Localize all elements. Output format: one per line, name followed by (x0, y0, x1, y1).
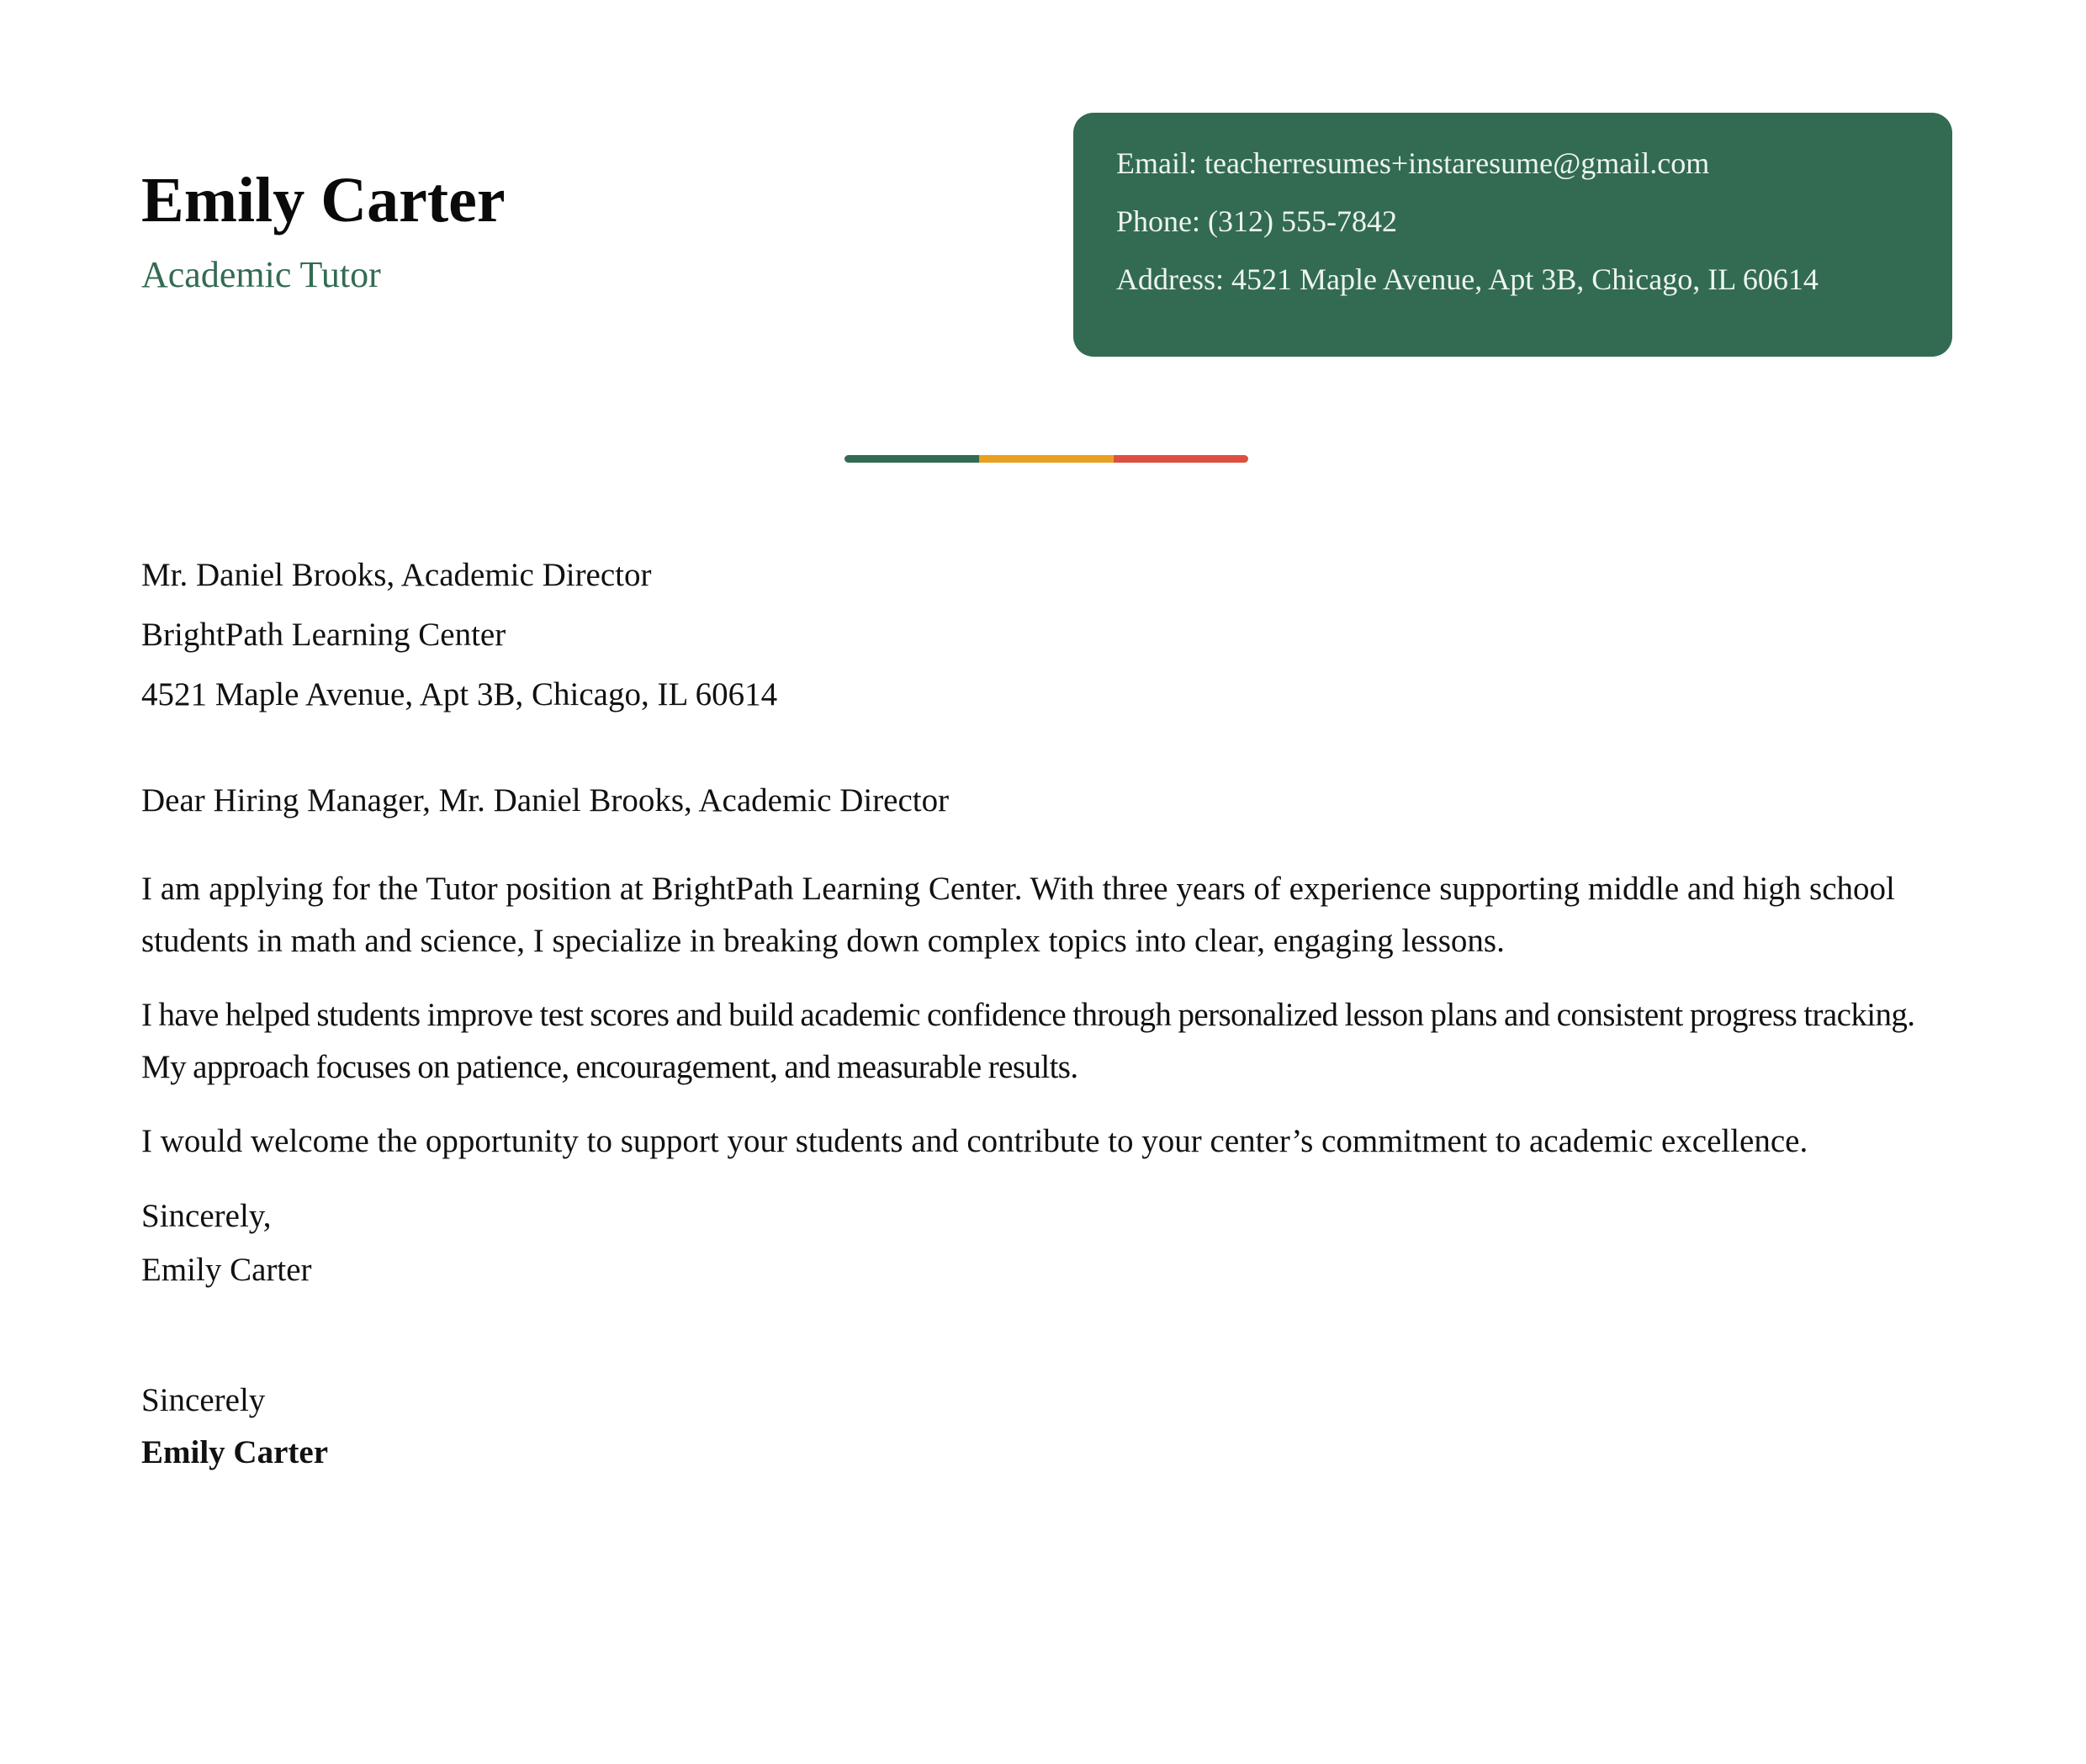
divider-segment-green (844, 455, 979, 463)
contact-phone: Phone: (312) 555-7842 (1116, 204, 1397, 238)
applicant-name: Emily Carter (141, 165, 506, 236)
recipient-block (141, 545, 777, 724)
tricolor-divider (844, 455, 1248, 463)
contact-address: Address: 4521 Maple Avenue, Apt 3B, Chicago, IL 60614 (1116, 262, 1819, 296)
recipient-name: Mr. Daniel Brooks, Academic Director (141, 557, 652, 593)
body-paragraph: I would welcome the opportunity to support your students and contribute to your center’s commitment to academic excellence. (141, 1123, 1808, 1159)
signature-block (141, 1375, 328, 1479)
contact-info-box (1073, 113, 1952, 357)
salutation: Dear Hiring Manager, Mr. Daniel Brooks, Academic Director (141, 782, 950, 818)
applicant-title: Academic Tutor (141, 254, 381, 295)
recipient-address: 4521 Maple Avenue, Apt 3B, Chicago, IL 60614 (141, 676, 778, 712)
recipient-organization: BrightPath Learning Center (141, 617, 506, 653)
signature-label: Sincerely (141, 1382, 266, 1418)
contact-email: Email: teacherresumes+instaresume@gmail.com (1116, 146, 1710, 180)
body-paragraph: I have helped students improve test scores and build academic confidence through personalized lesson plans and consistent progress tracking. My approach focuses on patience, encouragement, and measurable results. (141, 997, 1915, 1085)
closing-block (141, 1189, 312, 1297)
divider-segment-yellow (979, 455, 1114, 463)
divider-segment-red (1114, 455, 1248, 463)
closing-name: Emily Carter (141, 1252, 312, 1288)
signature-name: Emily Carter (141, 1434, 329, 1470)
letter-body (141, 863, 1958, 1189)
closing-phrase: Sincerely, (141, 1198, 272, 1234)
body-paragraph: I am applying for the Tutor position at BrightPath Learning Center. With three years of experience supporting middle and high school students in math and science, I specialize in breaking down complex topics into clear, engaging lessons. (141, 871, 1895, 959)
